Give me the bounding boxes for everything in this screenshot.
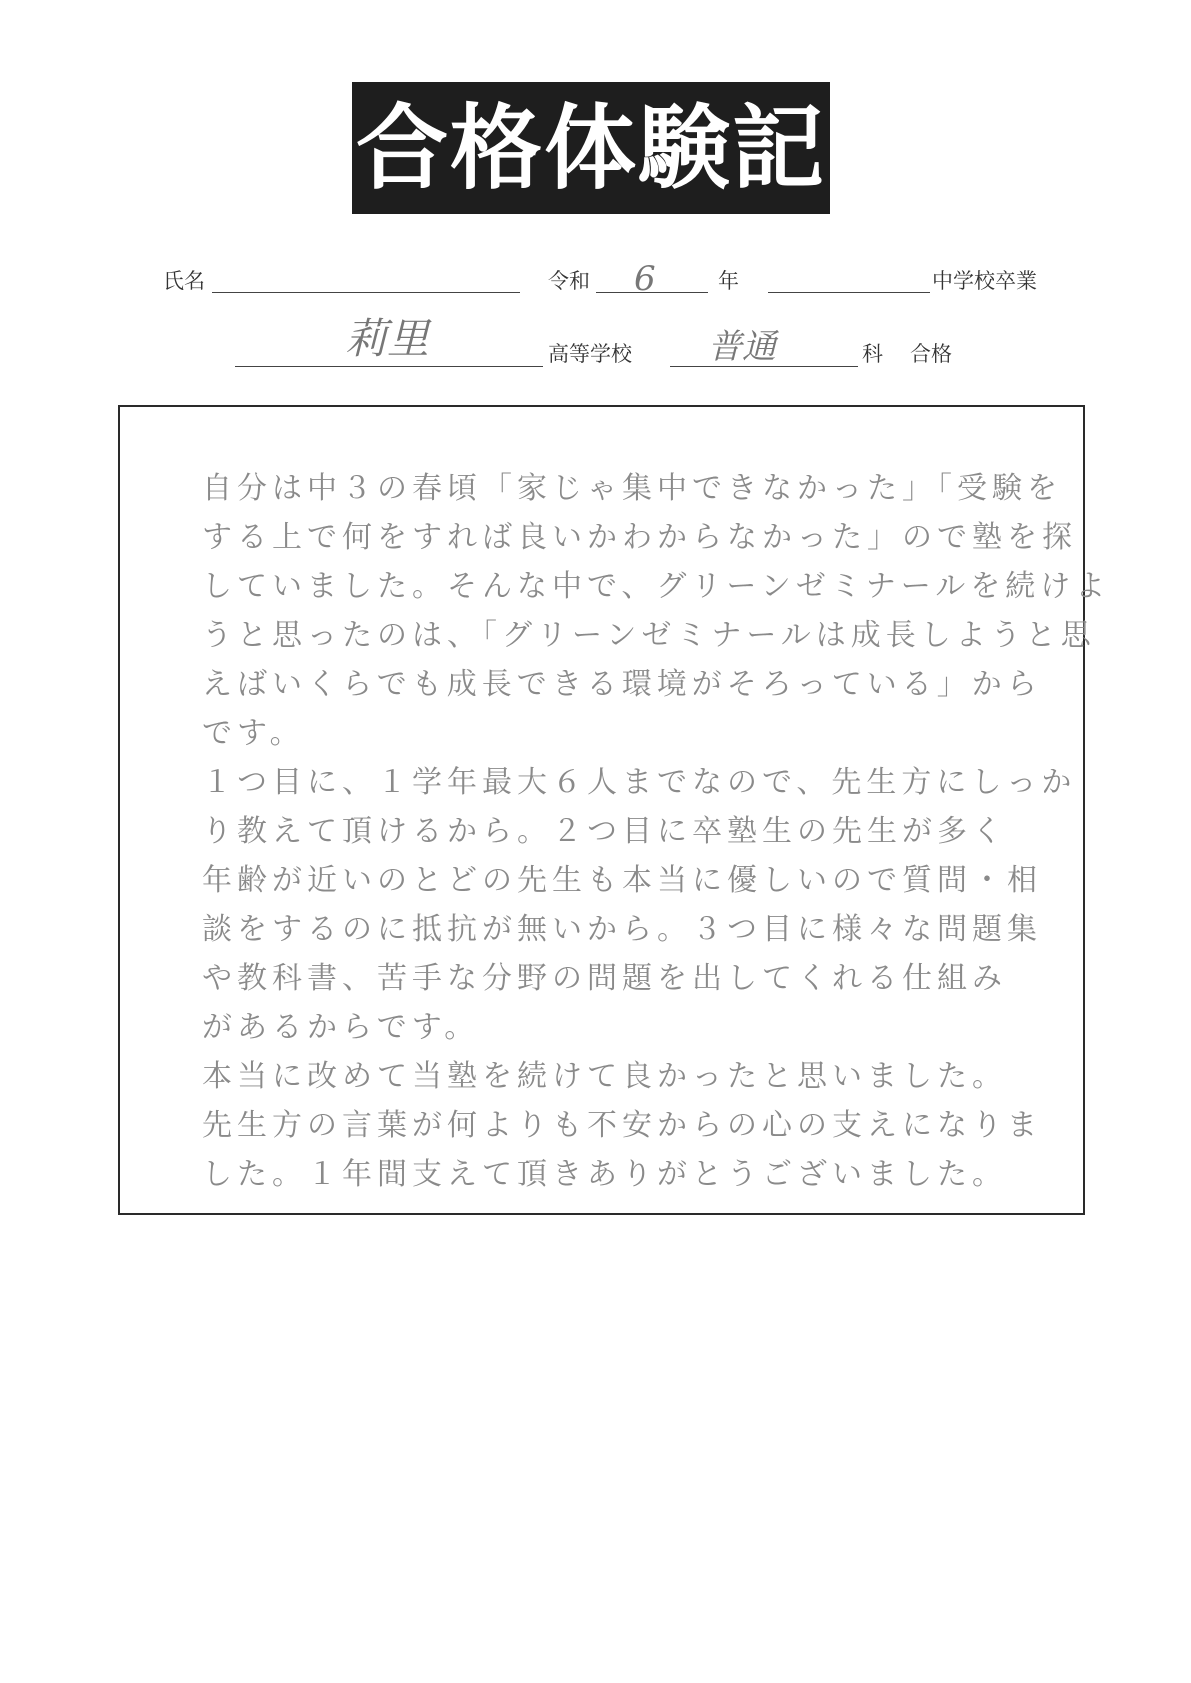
essay-line: した。１年間支えて頂きありがとうございました。 [202, 1157, 1007, 1192]
name-underline [212, 292, 520, 293]
pass-label: 合格 [910, 342, 952, 366]
junior-high-underline [768, 292, 930, 293]
student-name-value: 莉里 [345, 314, 430, 363]
essay-line: 本当に改めて当塾を続けて良かったと思いました。 [202, 1059, 1007, 1094]
essay-line: えばいくらでも成長できる環境がそろっている」から [202, 667, 1042, 702]
essay-line: １つ目に、１学年最大６人までなので、先生方にしっか [202, 765, 1077, 800]
reiwa-label: 令和 [548, 269, 590, 293]
essay-line: があるからです。 [202, 1010, 480, 1045]
title-banner [352, 82, 830, 214]
essay-line: 先生方の言葉が何よりも不安からの心の支えになりま [202, 1108, 1042, 1143]
course-value: 普通 [708, 327, 776, 367]
essay-box [118, 405, 1111, 1215]
essay-line: や教科書、苦手な分野の問題を出してくれる仕組み [202, 961, 1007, 996]
essay-line: です。 [202, 716, 305, 751]
junior-high-label: 中学校卒業 [932, 269, 1037, 293]
essay-line: する上で何をすれば良いかわからなかった」ので塾を探 [202, 520, 1077, 555]
essay-line: していました。そんな中で、グリーンゼミナールを続けよ [202, 569, 1111, 604]
course-suffix: 科 [862, 342, 883, 366]
essay-line: 年齢が近いのとどの先生も本当に優しいので質問・相 [202, 863, 1042, 898]
high-school-underline [235, 366, 543, 367]
essay-line: 自分は中３の春頃「家じゃ集中できなかった」「受験を [202, 471, 1062, 506]
reiwa-year-value: 6 [634, 259, 656, 299]
essay-line: 談をするのに抵抗が無いから。３つ目に様々な問題集 [202, 912, 1042, 947]
high-school-label: 高等学校 [548, 342, 632, 366]
name-label: 氏名 [163, 269, 205, 293]
essay-line: り教えて頂けるから。２つ目に卒塾生の先生が多く [202, 814, 1007, 849]
course-underline [670, 366, 858, 367]
essay-line: うと思ったのは、「グリーンゼミナールは成長しようと思 [202, 618, 1096, 653]
year-label: 年 [718, 269, 739, 293]
page-title: 合格体験記 [355, 94, 826, 202]
